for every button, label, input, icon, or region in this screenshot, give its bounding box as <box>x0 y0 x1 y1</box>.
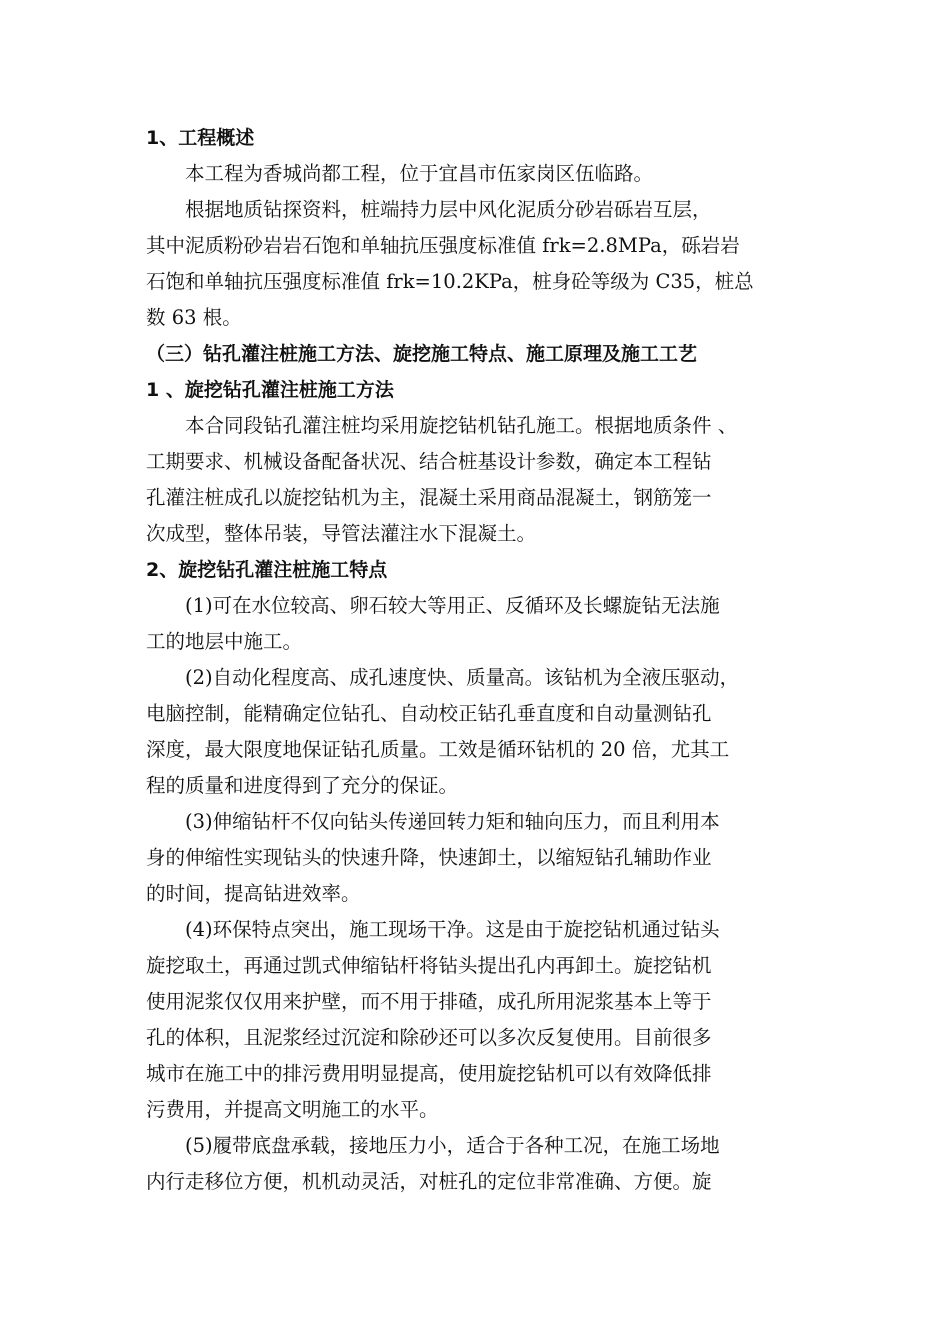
list-item-line: 使用泥浆仅仅用来护壁，而不用于排碴，成孔所用泥浆基本上等于 <box>146 990 712 1013</box>
list-item-line: 程的质量和进度得到了充分的保证。 <box>146 774 459 797</box>
list-item-line: 城市在施工中的排污费用明显提高，使用旋挖钻机可以有效降低排 <box>146 1062 712 1085</box>
paragraph-line: 石饱和单轴抗压强度标准值 frk=10.2KPa，桩身砼等级为 C35，桩总 <box>146 270 754 293</box>
paragraph-line: 本工程为香城尚都工程，位于宜昌市伍家岗区伍临路。 <box>185 162 654 185</box>
list-item-line: (5)履带底盘承载，接地压力小，适合于各种工况，在施工场地 <box>185 1134 720 1157</box>
paragraph-line: 其中泥质粉砂岩岩石饱和单轴抗压强度标准值 frk=2.8MPa，砾岩岩 <box>146 234 740 257</box>
list-item-line: 深度，最大限度地保证钻孔质量。工效是循环钻机的 20 倍，尤其工 <box>146 738 730 761</box>
paragraph-line: 本合同段钻孔灌注桩均采用旋挖钻机钻孔施工。根据地质条件 、 <box>185 414 738 437</box>
list-item-line: (1)可在水位较高、卵石较大等用正、反循环及长螺旋钻无法施 <box>185 594 720 617</box>
paragraph-line: 根据地质钻探资料，桩端持力层中风化泥质分砂岩砾岩互层， <box>185 198 712 221</box>
paragraph-line: 次成型，整体吊装，导管法灌注水下混凝土。 <box>146 522 537 545</box>
list-item-line: 内行走移位方便，机机动灵活，对桩孔的定位非常准确、方便。旋 <box>146 1170 712 1193</box>
list-item-line: 旋挖取土，再通过凯式伸缩钻杆将钻头提出孔内再卸土。旋挖钻机 <box>146 954 712 977</box>
list-item-line: 电脑控制，能精确定位钻孔、自动校正钻孔垂直度和自动量测钻孔 <box>146 702 712 725</box>
list-item-line: 污费用，并提高文明施工的水平。 <box>146 1098 439 1121</box>
paragraph-line: 数 63 根。 <box>146 306 242 329</box>
list-item-line: (2)自动化程度高、成孔速度快、质量高。该钻机为全液压驱动， <box>185 666 740 689</box>
paragraph-line: 工期要求、机械设备配备状况、结合桩基设计参数，确定本工程钻 <box>146 450 712 473</box>
section-heading-overview: 1、工程概述 <box>146 127 255 149</box>
list-item-line: 的时间，提高钻进效率。 <box>146 882 361 905</box>
subsection-heading-method: 1 、旋挖钻孔灌注桩施工方法 <box>146 379 394 401</box>
list-item-line: 工的地层中施工。 <box>146 630 303 653</box>
list-item-line: 孔的体积，且泥浆经过沉淀和除砂还可以多次反复使用。目前很多 <box>146 1026 712 1049</box>
list-item-line: 身的伸缩性实现钻头的快速升降，快速卸土，以缩短钻孔辅助作业 <box>146 846 712 869</box>
paragraph-line: 孔灌注桩成孔以旋挖钻机为主，混凝土采用商品混凝土，钢筋笼一 <box>146 486 712 509</box>
subsection-heading-features: 2、旋挖钻孔灌注桩施工特点 <box>146 559 388 581</box>
chapter-heading: （三）钻孔灌注桩施工方法、旋挖施工特点、施工原理及施工工艺 <box>146 343 698 365</box>
list-item-line: (3)伸缩钻杆不仅向钻头传递回转力矩和轴向压力，而且利用本 <box>185 810 720 833</box>
list-item-line: (4)环保特点突出，施工现场干净。这是由于旋挖钻机通过钻头 <box>185 918 720 941</box>
document-body <box>146 120 816 1200</box>
